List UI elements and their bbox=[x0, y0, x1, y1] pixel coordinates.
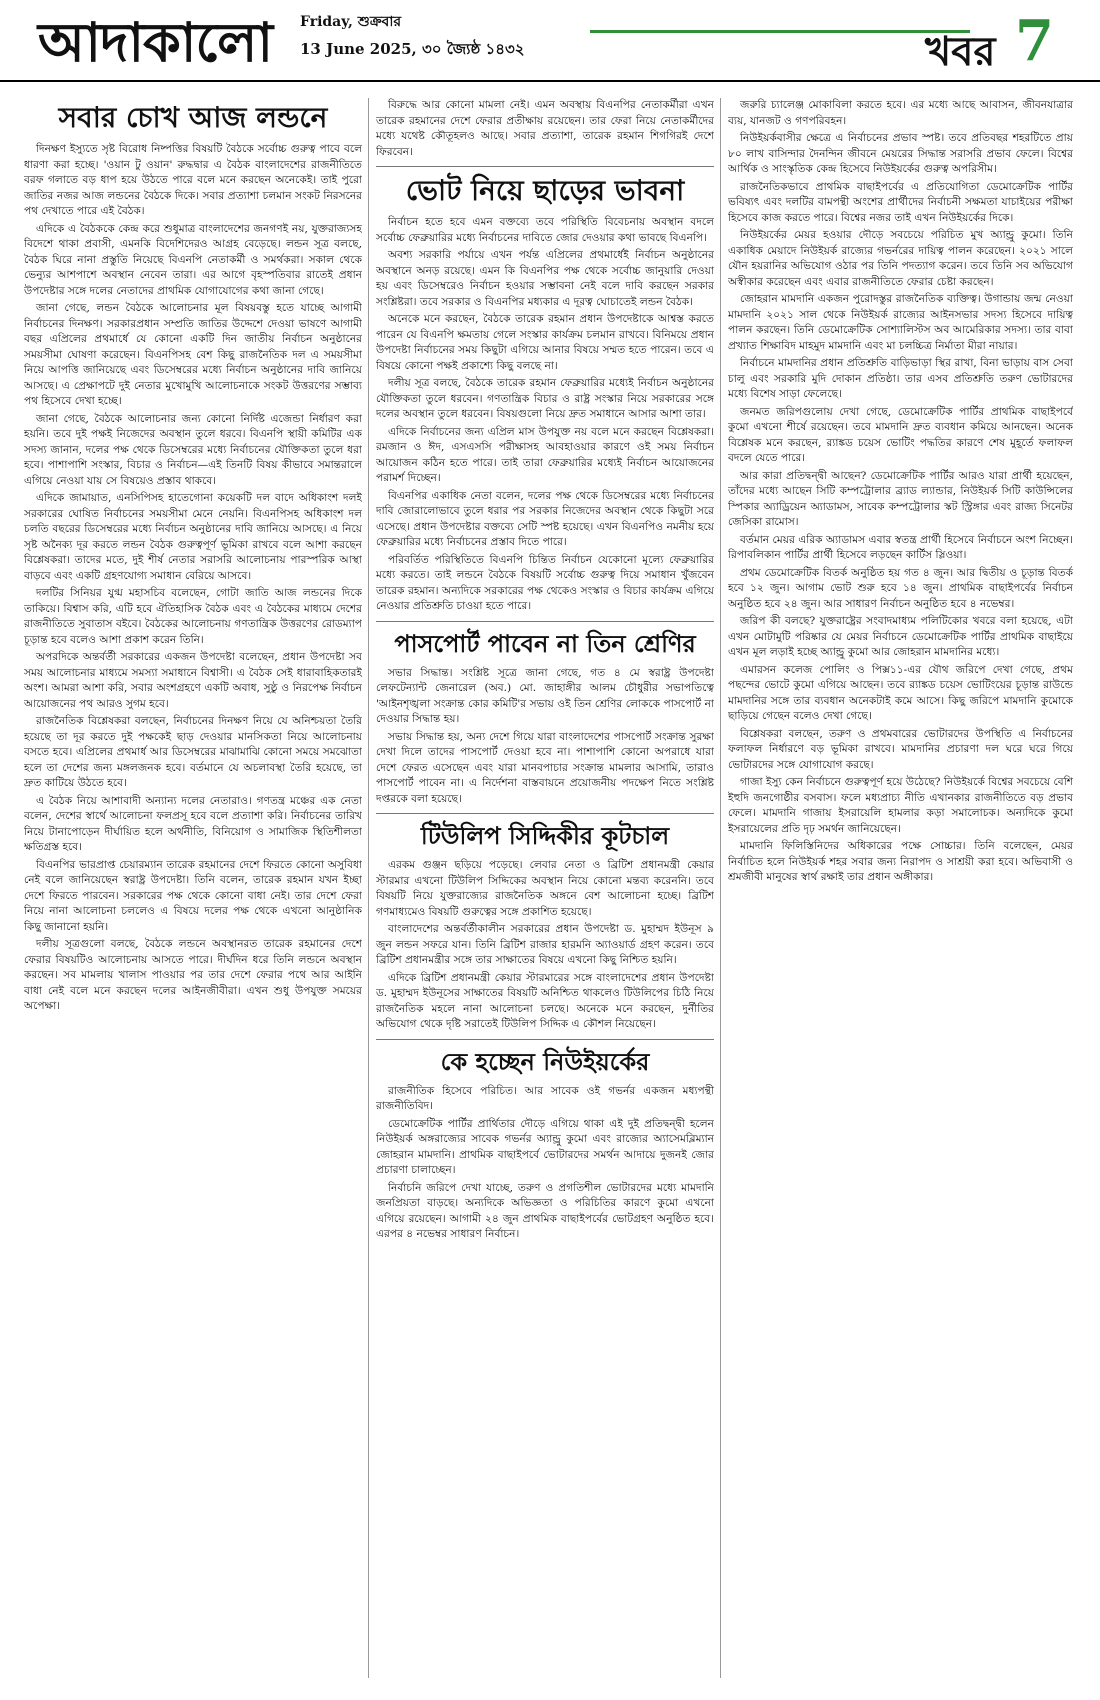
paragraph: বিরুদ্ধে আর কোনো মামলা নেই। এমন অবস্থায় বিএনপির নেতাকর্মীরা এখন তারেক রহমানের দেশে ফেরার প্রতীক্ষায় রয়েছেন। তার ফেরা নিয়ে নেতাকর্মীদের মধ্যে যথেষ্ট কৌতূহলও আছে। সবার প্রত্যাশা, তারেক রহমান শিগগিরই দেশে ফিরবেন। bbox=[376, 99, 714, 158]
paragraph: জানা গেছে, বৈঠকে আলোচনার জন্য কোনো নির্দিষ্ট এজেন্ডা নির্ধারণ করা হয়নি। তবে দুই পক্ষই নিজেদের অবস্থান তুলে ধরবে। বিএনপি স্থায়ী কমিটির এক সদস্য জানান, দলের পক্ষ থেকে ডিসেম্বরের মধ্যে নির্বাচনের যৌক্তিকতা তুলে ধরা হবে। পাশাপাশি সংস্কার, বিচার ও নির্বাচন—এই তিনটি বিষয় কীভাবে সমান্তরালে এগিয়ে নেওয়া যায় সে বিষয়েও প্রস্তাব থাকবে। bbox=[24, 412, 362, 487]
paragraph: বিএনপির ভারপ্রাপ্ত চেয়ারম্যান তারেক রহমানের দেশে ফিরতে কোনো অসুবিধা নেই বলে জানিয়েছেন স্বরাষ্ট্র উপদেষ্টা। তিনি বলেন, তারেক রহমান যখন ইচ্ছা দেশে ফিরতে পারবেন। সরকারের পক্ষ থেকে কোনো বাধা নেই। তার দেশে ফেরা নিয়ে নানা আলোচনা চললেও এ বিষয়ে দলের পক্ষ থেকে এখনো আনুষ্ঠানিক কিছু জানানো হয়নি। bbox=[24, 858, 362, 933]
paragraph: মামদানি ফিলিস্তিনিদের অধিকারের পক্ষে সোচ্চার। তিনি বলেছেন, মেয়র নির্বাচিত হলে নিউইয়র্ক শহর সবার জন্য নিরাপদ ও সাশ্রয়ী করা হবে। অভিবাসী ও শ্রমজীবী মানুষের স্বার্থ রক্ষাই তার প্রধান অঙ্গীকার। bbox=[728, 840, 1073, 883]
paragraph: এমারসন কলেজ পোলিং ও পিক্স১১-এর যৌথ জরিপে দেখা গেছে, প্রথম পছন্দের ভোটে কুমো এগিয়ে আছেন। তবে র‍্যাঙ্কড চয়েস ভোটিংয়ের চূড়ান্ত রাউন্ডে মামদানির সঙ্গে তার ব্যবধান অনেকটাই কমে আসে। কিছু জরিপে মামদানি কুমোকে ছাড়িয়ে গেছেন বলেও দেখা গেছে। bbox=[728, 663, 1073, 722]
paragraph: নিউইয়র্কবাসীর ক্ষেত্রে এ নির্বাচনের প্রভাব স্পষ্ট। তবে প্রতিবছর শহরটিতে প্রায় ৮০ লাখ বাসিন্দার দৈনন্দিন জীবনে মেয়রের সিদ্ধান্ত সরাসরি প্রভাব ফেলে। বিশ্বের আর্থিক ও সাংস্কৃতিক কেন্দ্র হিসেবে নিউইয়র্কের গুরুত্ব অপরিসীম। bbox=[728, 132, 1073, 175]
paragraph: নির্বাচন হতে হবে এমন বক্তব্যে তবে পরিস্থিতি বিবেচনায় অবস্থান বদলে সর্বোচ্চ ফেব্রুয়ারির মধ্যে নির্বাচনের দাবিতে জোর দেওয়ার কথা ভাবছে বিএনপি। bbox=[376, 216, 714, 244]
column-rule bbox=[368, 98, 369, 1678]
paragraph: বাংলাদেশের অন্তর্বর্তীকালীন সরকারের প্রধান উপদেষ্টা ড. মুহাম্মদ ইউনূস ৯ জুন লন্ডন সফরে যান। তিনি ব্রিটিশ রাজার হারমনি অ্যাওয়ার্ড গ্রহণ করেন। তবে ব্রিটিশ প্রধানমন্ত্রীর সঙ্গে তার সাক্ষাতের বিষয়ে এখনো কিছু নিশ্চিত হয়নি। bbox=[376, 923, 714, 966]
paragraph: অবশ্য সরকারি পর্যায়ে এখন পর্যন্ত এপ্রিলের প্রথমার্ধেই নির্বাচন অনুষ্ঠানের অবস্থানে অনড় রয়েছে। এমন কি বিএনপির পক্ষ থেকে সর্বোচ্চ জানুয়ারি দেওয়া হয় এবং ডিসেম্বরেও নির্বাচন হওয়ার সম্ভাবনা নেই বলে দাবি করছেন সরকার সংশ্লিষ্টরা। তবে সরকার ও বিএনপির মধ্যকার এ দূরত্ব ঘোচাতেই লন্ডন বৈঠক। bbox=[376, 249, 714, 308]
paragraph: জরুরি চ্যালেঞ্জ মোকাবিলা করতে হবে। এর মধ্যে আছে আবাসন, জীবনযাত্রার ব্যয়, যানজট ও গণপরিবহন। bbox=[728, 99, 1073, 127]
paragraph: নিউইয়র্কের মেয়র হওয়ার দৌড়ে সবচেয়ে পরিচিত মুখ অ্যান্ড্রু কুমো। তিনি একাধিক মেয়াদে নিউইয়র্ক রাজ্যের গভর্নরের দায়িত্ব পালন করেছেন। ২০২১ সালে যৌন হয়রানির অভিযোগ ওঠার পর তিনি পদত্যাগ করেন। তবে তিনি সব অভিযোগ অস্বীকার করেছেন এবং এবার রাজনীতিতে ফেরার চেষ্টা করছেন। bbox=[728, 229, 1073, 288]
headline-passport[interactable]: পাসপোর্ট পাবেন না তিন শ্রেণির bbox=[394, 628, 696, 658]
paragraph: দলীয় সূত্রগুলো বলছে, বৈঠকে লন্ডনে অবস্থানরত তারেক রহমানের দেশে ফেরার বিষয়টিও আলোচনায় আসতে পারে। দীর্ঘদিন ধরে তিনি লন্ডনে অবস্থান করছেন। সব মামলায় খালাস পাওয়ার পর তার দেশে ফেরার পথে আর আইনি বাধা নেই বলে মনে করছেন দলের আইনজীবীরা। এখন শুধু উপযুক্ত সময়ের অপেক্ষা। bbox=[24, 938, 362, 1012]
section-name: খবর bbox=[925, 28, 996, 75]
paragraph: দলটির সিনিয়র যুগ্ম মহাসচিব বলেছেন, গোটা জাতি আজ লন্ডনের দিকে তাকিয়ে। বিশ্বাস করি, এটি হবে ঐতিহাসিক বৈঠক এবং এ বৈঠকের মাধ্যমে দেশের রাজনীতিতে সুবাতাস বইবে। বৈঠকের আলোচনায় গণতান্ত্রিক উত্তরণের রোডম্যাপ চূড়ান্ত হবে বলেও আশা প্রকাশ করেন তিনি। bbox=[24, 587, 362, 646]
paragraph: রাজনৈতিকভাবে প্রাথমিক বাছাইপর্বের এ প্রতিযোগিতা ডেমোক্রেটিক পার্টির ভবিষ্যৎ এবং দলটির বামপন্থী অংশের প্রার্থীদের নির্বাচনী সক্ষমতা যাচাইয়ের পরীক্ষা হিসেবে কাজ করতে পারে। বিশ্বের নজর তাই এখন নিউইয়র্কের দিকে। bbox=[728, 180, 1073, 224]
paragraph: রাজনৈতিক বিশ্লেষকরা বলছেন, নির্বাচনের দিনক্ষণ নিয়ে যে অনিশ্চয়তা তৈরি হয়েছে তা দূর করতে দুই পক্ষকেই ছাড় দেওয়ার মানসিকতা নিয়ে আলোচনায় বসতে হবে। এপ্রিলের প্রথমার্ধ আর ডিসেম্বরের মাঝামাঝি কোনো সময়ে সমঝোতা হলে তা দেশের জন্য মঙ্গলজনক হবে। বর্তমানে যে অচলাবস্থা তৈরি হয়েছে, তা দ্রুত কাটিয়ে উঠতে হবে। bbox=[24, 715, 362, 789]
paragraph: জনমত জরিপগুলোয় দেখা গেছে, ডেমোক্রেটিক পার্টির প্রাথমিক বাছাইপর্বে কুমো এখনো শীর্ষে রয়েছেন। তবে মামদানি দ্রুত ব্যবধান কমিয়ে আনছেন। অনেক বিশ্লেষক মনে করছেন, র‍্যাঙ্কড চয়েস ভোটিং পদ্ধতির কারণে শেষ মুহূর্তে ফলাফল বদলে যেতে পারে। bbox=[728, 405, 1073, 464]
column-3 bbox=[728, 98, 1073, 1678]
column-rule bbox=[720, 98, 721, 1678]
paragraph: নির্বাচনে মামদানির প্রধান প্রতিশ্রুতি বাড়িভাড়া স্থির রাখা, বিনা ভাড়ায় বাস সেবা চালু এবং সরকারি মুদি দোকান প্রতিষ্ঠা। তার এসব প্রতিশ্রুতি তরুণ ভোটারদের মধ্যে বিশেষ সাড়া ফেলেছে। bbox=[728, 357, 1073, 400]
story-vote-body bbox=[376, 215, 714, 615]
column-2 bbox=[376, 98, 714, 1678]
dateline bbox=[300, 10, 525, 63]
paragraph: এরকম গুঞ্জন ছড়িয়ে পড়েছে। লেবার নেতা ও ব্রিটিশ প্রধানমন্ত্রী কেয়ার স্টারমার এখনো টিউলিপ সিদ্দিকের অবস্থান নিয়ে কোনো মন্তব্য করেননি। তবে বিষয়টি নিয়ে যুক্তরাজ্যের রাজনৈতিক অঙ্গনে বেশ আলোচনা হচ্ছে। ব্রিটিশ গণমাধ্যমেও বিষয়টি গুরুত্বের সঙ্গে প্রকাশিত হয়েছে। bbox=[376, 859, 714, 918]
paragraph: নির্বাচনি জরিপে দেখা যাচ্ছে, তরুণ ও প্রগতিশীল ভোটারদের মধ্যে মামদানি জনপ্রিয়তা বাড়ছে। অন্যদিকে অভিজ্ঞতা ও পরিচিতির কারণে কুমো এখনো এগিয়ে রয়েছেন। আগামী ২৪ জুন প্রাথমিক বাছাইপর্বের ভোটগ্রহণ অনুষ্ঠিত হবে। এরপর ৪ নভেম্বর সাধারণ নির্বাচন। bbox=[376, 1181, 714, 1240]
divider bbox=[376, 813, 714, 814]
paragraph: এদিকে নির্বাচনের জন্য এপ্রিল মাস উপযুক্ত নয় বলে মনে করছেন বিশ্লেষকরা। রমজান ও ঈদ, এসএসসি পরীক্ষাসহ আবহাওয়ার কারণে ওই সময় নির্বাচন আয়োজন কঠিন হতে পারে। তাই তারা ফেব্রুয়ারির মধ্যেই নির্বাচন আয়োজনের পরামর্শ দিচ্ছেন। bbox=[376, 425, 714, 484]
story-newyork-body bbox=[376, 1084, 714, 1243]
paragraph: বিএনপির একাধিক নেতা বলেন, দলের পক্ষ থেকে ডিসেম্বরের মধ্যে নির্বাচনের দাবি জোরালোভাবে তুলে ধরার পর সরকার নিজেদের অবস্থান থেকে কিছুটা সরে এসেছে। প্রধান উপদেষ্টার বক্তব্যে সেটি স্পষ্ট হয়েছে। এখন বিএনপিও নমনীয় হয়ে ফেব্রুয়ারির মধ্যে নির্বাচনের প্রস্তাব দিতে পারে। bbox=[376, 489, 714, 548]
divider bbox=[376, 621, 714, 622]
paragraph: দিনক্ষণ ইস্যুতে সৃষ্ট বিরোধ নিষ্পত্তির বিষয়টি বৈঠকে সর্বোচ্চ গুরুত্ব পাবে বলে ধারণা করা হচ্ছে। 'ওয়ান টু ওয়ান' রুদ্ধদ্বার এ বৈঠক বাংলাদেশের রাজনীতিতে বরফ গলাতে বড় ধাপ হয়ে উঠতে পারে বলে মনে করছেন অনেকেই। তাই পুরো জাতির নজর আজ লন্ডনের বৈঠকে দিকে। সবার প্রত্যাশা চলমান সংকট নিরসনের পথ দেখাতে পারে এই বৈঠক। bbox=[24, 143, 362, 217]
headline-vote[interactable]: ভোট নিয়ে ছাড়ের ভাবনা bbox=[405, 174, 685, 207]
paragraph: বর্তমান মেয়র এরিক অ্যাডামস এবার স্বতন্ত্র প্রার্থী হিসেবে নির্বাচনে অংশ নিচ্ছেন। রিপাবলিকান পার্টির প্রার্থী হিসেবে লড়ছেন কার্টিস স্লিওয়া। bbox=[728, 533, 1073, 561]
paragraph: দলীয় সূত্র বলছে, বৈঠকে তারেক রহমান ফেব্রুয়ারির মধ্যেই নির্বাচন অনুষ্ঠানের যৌক্তিকতা তুলে ধরবেন। গণতান্ত্রিক বিচার ও রাষ্ট্র সংস্কার নিয়ে সরকারের সঙ্গে দলের অবস্থান তুলে ধরবেন। বিষয়গুলো নিয়ে দ্রুত সমাধানে আসার আশা তার। bbox=[376, 377, 714, 420]
paragraph: এ বৈঠক নিয়ে আশাবাদী অন্যান্য দলের নেতারাও। গণতন্ত্র মঞ্চের এক নেতা বলেন, দেশের স্বার্থে আলোচনা ফলপ্রসূ হবে বলে প্রত্যাশা করি। নির্বাচনের তারিখ নিয়ে টানাপোড়েন দীর্ঘায়িত হলে অর্থনীতি, বিনিয়োগ ও সামাজিক স্থিতিশীলতা ক্ষতিগ্রস্ত হবে। bbox=[24, 794, 362, 853]
masthead bbox=[0, 0, 1100, 82]
headline-london[interactable]: সবার চোখ আজ লন্ডনে bbox=[58, 101, 328, 134]
page-number: 7 bbox=[1015, 8, 1054, 74]
logo[interactable] bbox=[32, 4, 282, 74]
continued-text bbox=[376, 98, 714, 160]
paragraph: জোহরান মামদানি একজন পুরোদস্তুর রাজনৈতিক ব্যক্তিত্ব। উগান্ডায় জন্ম নেওয়া মামদানি ২০২১ সাল থেকে নিউইয়র্ক রাজ্যের আইনসভার সদস্য হিসেবে দায়িত্ব পালন করছেন। তিনি ডেমোক্রেটিক সোশ্যালিস্টস অব আমেরিকার সদস্য। তার বাবা প্রখ্যাত শিক্ষাবিদ মাহমুদ মামদানি এবং মা চলচ্চিত্র নির্মাতা মীরা নায়ার। bbox=[728, 293, 1073, 352]
date-label: 13 June 2025, ৩০ জ্যৈষ্ঠ ১৪৩২ bbox=[300, 40, 525, 58]
paragraph: অপরদিকে অন্তর্বর্তী সরকারের একজন উপদেষ্টা বলেছেন, প্রধান উপদেষ্টা সব সময় আলোচনার মাধ্যমে সমস্যা সমাধানে বিশ্বাসী। এ বৈঠক সেই ধারাবাহিকতারই অংশ। আমরা আশা করি, সবার অংশগ্রহণে একটি অবাধ, সুষ্ঠু ও নিরপেক্ষ নির্বাচন আয়োজনের পথ আরও সুগম হবে। bbox=[24, 651, 362, 710]
story-passport-body bbox=[376, 666, 714, 808]
paragraph: অনেকে মনে করছেন, বৈঠকে তারেক রহমান প্রধান উপদেষ্টাকে আশ্বস্ত করতে পারেন যে বিএনপি ক্ষমতায় গেলে সংস্কার কার্যক্রম চলমান রাখবে। বিনিময়ে প্রধান উপদেষ্টা নির্বাচনের সময় কিছুটা এগিয়ে আনার বিষয়ে সম্মত হতে পারেন। তবে এ বিষয়ে কোনো পক্ষই প্রকাশ্যে কিছু বলছে না। bbox=[376, 313, 714, 372]
paragraph: জানা গেছে, লন্ডন বৈঠকে আলোচনার মূল বিষয়বস্তু হতে যাচ্ছে আগামী নির্বাচনের দিনক্ষণ। সরকারপ্রধান সম্প্রতি জাতির উদ্দেশে দেওয়া ভাষণে আগামী বছর এপ্রিলের প্রথমার্ধে যে কোনো একটি দিন জাতীয় নির্বাচন অনুষ্ঠানের সময়সীমা ঘোষণা করেছেন। বিএনপিসহ বেশ কিছু রাজনৈতিক দল এ সময়সীমা নিয়ে আপত্তি জানিয়েছে এবং ডিসেম্বরের মধ্যে নির্বাচন অনুষ্ঠানের দাবি জানিয়ে আসছে। এ প্রেক্ষাপটে দুই নেতার মুখোমুখি আলোচনাকে সংকট উত্তরণের সম্ভাব্য পথ হিসেবে দেখা হচ্ছে। bbox=[24, 302, 362, 407]
paragraph: এদিকে জামায়াত, এনসিপিসহ হাতেগোনা কয়েকটি দল বাদে অধিকাংশ দলই সরকারের ঘোষিত নির্বাচনের সময়সীমা মেনে নেয়নি। বিএনপিসহ অধিকাংশ দল চলতি বছরের ডিসেম্বরের মধ্যে নির্বাচন অনুষ্ঠানের দাবি জানিয়ে আসছে। এ নিয়ে সৃষ্ট অনৈক্য দূর করতে লন্ডন বৈঠক গুরুত্বপূর্ণ ভূমিকা রাখবে বলে আশা করছেন বিশ্লেষকরা। তাদের মতে, দুই শীর্ষ নেতার সরাসরি আলোচনায় পারস্পরিক আস্থা বাড়বে এবং একটি গ্রহণযোগ্য সমাধান বেরিয়ে আসবে। bbox=[24, 492, 362, 582]
headline-tulip[interactable]: টিউলিপ সিদ্দিকীর কূটচাল bbox=[420, 821, 670, 850]
story-tulip-body bbox=[376, 858, 714, 1033]
paragraph: পরিবর্তিত পরিস্থিতিতে বিএনপি চিন্তিত নির্বাচন যেকোনো মূল্যে ফেব্রুয়ারির মধ্যে করতে। তাই লন্ডনে বৈঠকে বিষয়টি সর্বোচ্চ গুরুত্ব দিয়ে সমাধান খুঁজবেন তারেক রহমান। অন্যদিকে সরকারের পক্ষ থেকেও সংস্কার ও বিচার কার্যক্রম এগিয়ে নেওয়ার প্রতিশ্রুতি চাওয়া হতে পারে। bbox=[376, 553, 714, 612]
divider bbox=[376, 166, 714, 167]
paragraph: সভার সিদ্ধান্ত। সংশ্লিষ্ট সূত্রে জানা গেছে, গত ৪ মে স্বরাষ্ট্র উপদেষ্টা লেফটেন্যান্ট জেনারেল (অব.) মো. জাহাঙ্গীর আলম চৌধুরীর সভাপতিত্বে 'আইনশৃঙ্খলা সংক্রান্ত কোর কমিটি'র সভায় ওই তিন শ্রেণির লোককে পাসপোর্ট না দেওয়ার সিদ্ধান্ত হয়। bbox=[376, 666, 714, 725]
paragraph: প্রথম ডেমোক্রেটিক বিতর্ক অনুষ্ঠিত হয় গত ৪ জুন। আর দ্বিতীয় ও চূড়ান্ত বিতর্ক হবে ১২ জুন। আগাম ভোট শুরু হবে ১৪ জুন। প্রাথমিক বাছাইপর্বের নির্বাচন অনুষ্ঠিত হবে ২৪ জুন। আর সাধারণ নির্বাচন অনুষ্ঠিত হবে ৪ নভেম্বর। bbox=[728, 566, 1073, 610]
paragraph: এদিকে এ বৈঠককে কেন্দ্র করে শুধুমাত্র বাংলাদেশের জনগণই নয়, যুক্তরাজ্যসহ বিদেশে থাকা প্রবাসী, এমনকি বিদেশিদেরও আগ্রহ বেড়েছে। লন্ডন সূত্র বলছে, বৈঠক ঘিরে নানা প্রস্তুতি নিয়েছে বিএনপি নেতাকর্মী ও সমর্থকরা। সকাল থেকে ভেন্যুর আশপাশে অবস্থান নেবেন তারা। এর আগে বৃহস্পতিবার রাতেই প্রধান উপদেষ্টার সঙ্গে দলের নেতাদের প্রাথমিক যোগাযোগের কথা জানা গেছে। bbox=[24, 222, 362, 297]
paragraph: এদিকে ব্রিটিশ প্রধানমন্ত্রী কেয়ার স্টারমারের সঙ্গে বাংলাদেশের প্রধান উপদেষ্টা ড. মুহাম্মদ ইউনূসের সাক্ষাতের বিষয়টি অনিশ্চিত থাকলেও টিউলিপের চিঠি নিয়ে রাজনৈতিক মহলে নানা আলোচনা চলছে। অনেকে মনে করছেন, দুর্নীতির অভিযোগ থেকে দৃষ্টি সরাতেই টিউলিপ সিদ্দিক এ কৌশল নিয়েছেন। bbox=[376, 971, 714, 1030]
paragraph: গাজা ইস্যু কেন নির্বাচনে গুরুত্বপূর্ণ হয়ে উঠেছে? নিউইয়র্কে বিশ্বের সবচেয়ে বেশি ইহুদি জনগোষ্ঠীর বসবাস। ফলে মধ্যপ্রাচ্য নীতি এখানকার রাজনীতিতে বড় প্রভাব ফেলে। মামদানি গাজায় ইসরায়েলি হামলার কড়া সমালোচক। অন্যদিকে কুমো ইসরায়েলের প্রতি দৃঢ় সমর্থন জানিয়েছেন। bbox=[728, 776, 1073, 835]
logo-text: আদাকালো bbox=[38, 10, 273, 74]
paragraph: বিশ্লেষকরা বলছেন, তরুণ ও প্রথমবারের ভোটারদের উপস্থিতি এ নির্বাচনের ফলাফল নির্ধারণে বড় ভূমিকা রাখবে। মামদানির প্রচারণা দল ঘরে ঘরে গিয়ে ভোটারদের সঙ্গে যোগাযোগ করছে। bbox=[728, 727, 1073, 771]
divider bbox=[376, 1039, 714, 1040]
paragraph: ডেমোক্রেটিক পার্টির প্রার্থিতার দৌড়ে এগিয়ে থাকা এই দুই প্রতিদ্বন্দ্বী হলেন নিউইয়র্ক অঙ্গরাজ্যের সাবেক গভর্নর অ্যান্ড্রু কুমো এবং রাজ্যের অ্যাসেমব্লিম্যান জোহরান মামদানি। প্রাথমিক বাছাইপর্বে ভোটারদের সমর্থন আদায়ে দুজনই জোর প্রচারণা চালাচ্ছেন। bbox=[376, 1117, 714, 1176]
column-1 bbox=[24, 98, 362, 1678]
headline-newyork[interactable]: কে হচ্ছেন নিউইয়র্কের bbox=[440, 1046, 650, 1076]
paragraph: সভায় সিদ্ধান্ত হয়, অন্য দেশে গিয়ে যারা বাংলাদেশের পাসপোর্ট সংক্রান্ত সুরক্ষা দেখা দিলে তাদের পাসপোর্ট দেওয়া হবে না। পাশাপাশি কোনো অপরাধে যারা দেশে ফেরত এসেছেন এবং যারা মানবপাচার সংক্রান্ত মামলার আসামি, তারাও পাসপোর্ট পাবেন না। এ নির্দেশনা বাস্তবায়নে প্রয়োজনীয় পদক্ষেপ নিতে সংশ্লিষ্ট দপ্তরকে বলা হয়েছে। bbox=[376, 730, 714, 805]
paragraph: রাজনীতিক হিসেবে পরিচিত। আর সাবেক ওই গভর্নর একজন মধ্যপন্থী রাজনীতিবিদ। bbox=[376, 1084, 714, 1112]
column-1-body bbox=[24, 142, 362, 1015]
masthead-rule bbox=[590, 30, 970, 33]
day-label: Friday, শুক্রবার bbox=[300, 14, 402, 30]
paragraph: জরিপ কী বলছে? যুক্তরাষ্ট্রের সংবাদমাধ্যম পলিটিকোর খবরে বলা হয়েছে, এটা এখন মোটামুটি পরিষ্কার যে মেয়র নির্বাচনে ডেমোক্রেটিক পার্টির প্রাথমিক বাছাইয়ে এখন মূল লড়াই হচ্ছে অ্যান্ড্রু কুমো আর জোহরান মামদানির মধ্যে। bbox=[728, 615, 1073, 658]
column-3-body bbox=[728, 98, 1073, 886]
paragraph: আর কারা প্রতিদ্বন্দ্বী আছেন? ডেমোক্রেটিক পার্টির আরও যারা প্রার্থী হয়েছেন, তাঁদের মধ্যে আছেন সিটি কম্পট্রোলার ব্র্যাড ল্যান্ডার, নিউইয়র্ক সিটি কাউন্সিলের স্পিকার অ্যাড্রিয়েন অ্যাডামস, সাবেক কম্পট্রোলার স্কট স্ট্রিঙ্গার এবং রাজ্য সিনেটর জেসিকা রামোস। bbox=[728, 469, 1073, 528]
